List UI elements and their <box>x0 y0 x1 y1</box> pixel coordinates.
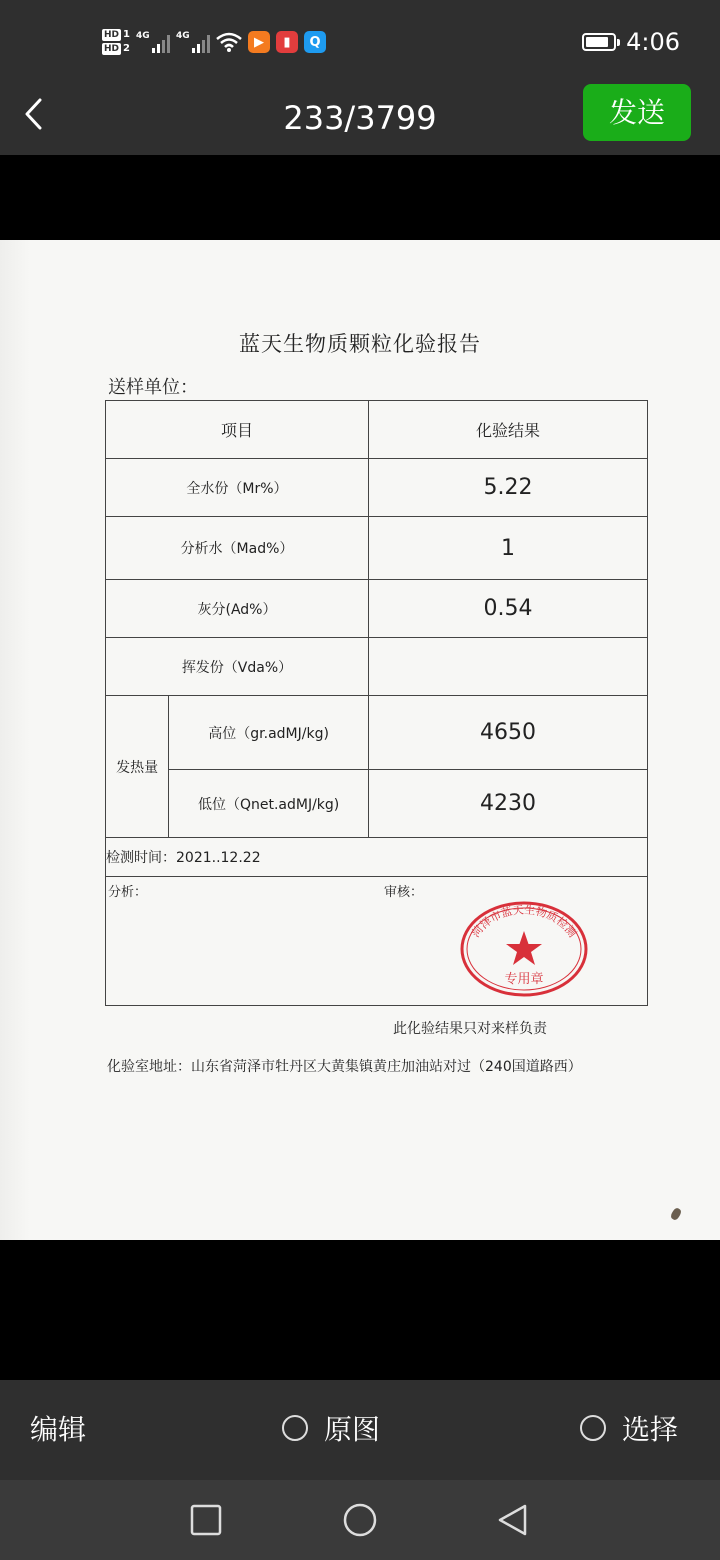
home-circle-icon[interactable] <box>342 1502 378 1538</box>
row-label: 灰分(Ad%） <box>106 580 369 638</box>
row-value <box>369 638 648 696</box>
report-title: 蓝天生物质颗粒化验报告 <box>239 332 481 356</box>
send-button[interactable]: 发送 <box>583 84 691 141</box>
sim2-indicator: HD 2 <box>104 43 130 54</box>
disclaimer-note: 此化验结果只对来样负责 <box>393 1021 547 1037</box>
select-label: 选择 <box>622 1413 679 1446</box>
sender-label: 送样单位： <box>108 377 198 398</box>
header-result: 化验结果 <box>369 401 648 459</box>
test-time: 检测时间：2021..12.22 <box>106 838 648 877</box>
review-label: 审核： <box>384 885 424 900</box>
header-item: 项目 <box>106 401 369 459</box>
signature-area <box>106 877 648 1006</box>
signal-icon: 4G <box>176 31 210 53</box>
row-label: 挥发份（Vda%） <box>106 638 369 696</box>
official-seal <box>459 897 589 997</box>
signal-icon: 4G <box>136 31 170 53</box>
original-image-option[interactable] <box>282 1408 380 1448</box>
seal-text: 菏泽市蓝天生物质检测 <box>469 903 579 940</box>
clock: 4:06 <box>626 28 680 56</box>
report-table <box>105 400 648 1006</box>
radio-circle-icon[interactable] <box>282 1415 308 1441</box>
row-label: 分析水（Mad%） <box>106 517 369 580</box>
sim1-indicator: HD 1 <box>104 29 130 40</box>
sim-indicators <box>102 29 130 55</box>
reader-app-icon: ▮ <box>276 31 298 53</box>
title-bar <box>0 84 720 155</box>
image-counter: 233/3799 <box>283 99 437 137</box>
analysis-label: 分析： <box>108 885 148 900</box>
row-value: 4230 <box>369 770 648 838</box>
system-nav-bar <box>0 1480 720 1560</box>
video-app-icon: ▶ <box>248 31 270 53</box>
lab-address: 化验室地址：山东省菏泽市牡丹区大黄集镇黄庄加油站对过（240国道路西） <box>107 1059 582 1075</box>
radio-circle-icon[interactable] <box>580 1415 606 1441</box>
status-icons <box>102 22 326 62</box>
image-viewer[interactable] <box>0 155 720 1380</box>
recents-square-icon[interactable] <box>188 1502 224 1538</box>
row-label: 低位（Qnet.adMJ/kg) <box>169 770 369 838</box>
heat-label: 发热量 <box>106 696 169 838</box>
edit-button[interactable]: 编辑 <box>30 1413 87 1446</box>
row-value: 1 <box>369 517 648 580</box>
row-value: 5.22 <box>369 459 648 517</box>
bottom-action-bar <box>0 1380 720 1480</box>
row-value: 4650 <box>369 696 648 770</box>
row-label: 全水份（Mr%） <box>106 459 369 517</box>
status-bar <box>0 0 720 84</box>
original-label: 原图 <box>324 1413 381 1446</box>
search-app-icon: Q <box>304 31 326 53</box>
status-right <box>582 28 680 56</box>
back-triangle-icon[interactable] <box>495 1502 531 1538</box>
document-photo <box>0 240 720 1240</box>
seal-bottom-text: 专用章 <box>504 972 544 987</box>
row-value: 0.54 <box>369 580 648 638</box>
battery-icon <box>582 33 616 51</box>
select-option[interactable] <box>580 1408 678 1448</box>
wifi-icon <box>216 31 242 53</box>
row-label: 高位（gr.adMJ/kg) <box>169 696 369 770</box>
smudge <box>670 1207 683 1221</box>
